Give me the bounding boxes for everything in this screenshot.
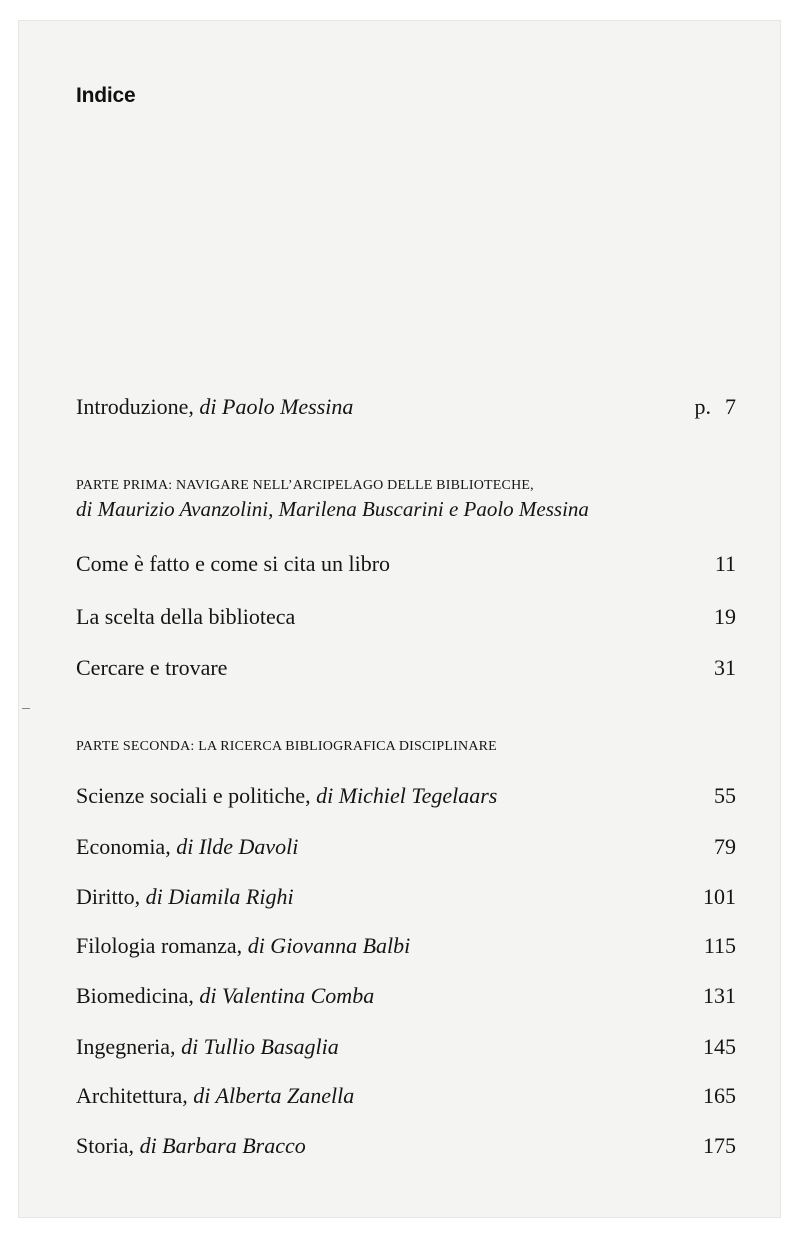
entry-title: Storia,: [76, 1133, 135, 1158]
entry-page-number: 115: [703, 933, 736, 958]
part-two-header: [76, 737, 736, 757]
part-authors: di Maurizio Avanzolini, Marilena Buscarini e Paolo Messina: [76, 497, 589, 521]
toc-entry[interactable]: [76, 883, 736, 911]
entry-page-number: 175: [703, 1133, 736, 1158]
entry-page-number: 55: [714, 783, 736, 808]
entry-title: Come è fatto e come si cita un libro: [76, 551, 391, 576]
entry-title: Cercare e trovare: [76, 655, 228, 680]
toc-entry[interactable]: [76, 1082, 736, 1110]
part-one-header: [76, 476, 736, 522]
toc-entry[interactable]: [76, 982, 736, 1010]
entry-title: Scienze sociali e politiche,: [76, 783, 311, 808]
toc-entry[interactable]: [76, 603, 736, 631]
entry-author: di Ilde Davoli: [176, 834, 299, 859]
toc-entry[interactable]: [76, 1132, 736, 1160]
toc-entry[interactable]: [76, 654, 736, 682]
entry-page-number: 165: [703, 1083, 736, 1108]
page-value: 7: [725, 394, 736, 419]
entry-title: Ingegneria,: [76, 1034, 176, 1059]
entry-author: di Diamila Righi: [145, 884, 294, 909]
entry-title: Diritto,: [76, 884, 141, 909]
toc-entry[interactable]: [76, 1033, 736, 1061]
entry-title: Economia,: [76, 834, 171, 859]
entry-page-number: 11: [714, 551, 736, 576]
toc-entry[interactable]: [76, 833, 736, 861]
entry-author: di Giovanna Balbi: [247, 933, 411, 958]
entry-page-number: 31: [714, 655, 736, 680]
part-label: PARTE PRIMA: NAVIGARE NELL’ARCIPELAGO DELLE BIBLIOTECHE,: [76, 478, 534, 493]
entry-page-number: 101: [703, 884, 736, 909]
page-prefix: p.: [694, 394, 711, 419]
entry-author: di Tullio Basaglia: [181, 1034, 339, 1059]
toc-entry-introduction[interactable]: [76, 393, 736, 421]
entry-author: di Barbara Bracco: [139, 1133, 306, 1158]
toc-entry[interactable]: [76, 932, 736, 960]
entry-title: Filologia romanza,: [76, 933, 243, 958]
part-label: PARTE SECONDA: LA RICERCA BIBLIOGRAFICA DISCIPLINARE: [76, 739, 497, 754]
entry-page-number: 131: [703, 983, 736, 1008]
entry-author: di Alberta Zanella: [193, 1083, 355, 1108]
entry-page-number: 19: [714, 604, 736, 629]
entry-author: di Valentina Comba: [199, 983, 375, 1008]
margin-mark: [22, 708, 30, 709]
entry-page-number: [695, 393, 737, 421]
entry-author: di Paolo Messina: [199, 394, 354, 419]
toc-entry[interactable]: [76, 782, 736, 810]
entry-title: Introduzione,: [76, 394, 194, 419]
entry-title: Biomedicina,: [76, 983, 194, 1008]
toc-entry[interactable]: [76, 550, 736, 578]
entry-page-number: 79: [714, 834, 736, 859]
entry-title: La scelta della biblioteca: [76, 604, 296, 629]
entry-title: Architettura,: [76, 1083, 188, 1108]
entry-page-number: 145: [703, 1034, 736, 1059]
entry-author: di Michiel Tegelaars: [316, 783, 498, 808]
page-title: Indice: [76, 84, 136, 107]
